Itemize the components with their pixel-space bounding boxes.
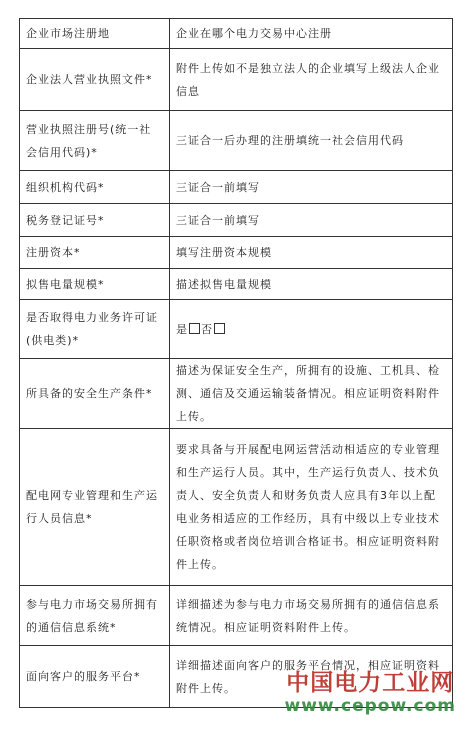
- table-row: [20, 359, 453, 429]
- field-description: 企业在哪个电力交易中心注册: [170, 19, 453, 49]
- field-label: 拟售电量规模*: [20, 269, 170, 300]
- table-row: [20, 49, 453, 111]
- option-yes-label: 是: [176, 322, 188, 336]
- table-row: [20, 111, 453, 171]
- watermark-url: www.cepow.com: [284, 696, 456, 716]
- table-row: [20, 300, 453, 359]
- field-description: 描述拟售电量规模: [170, 269, 453, 300]
- field-description: 要求具备与开展配电网运营活动相适应的专业管理和生产运行人员。其中，生产运行负责人、技术负责人、安全负责人和财务负责人应具有3年以上配电业务相适应的工作经历，具有中级以上专业技术任职资格或者岗位培训合格证书。相应证明资料附件上传。: [170, 429, 453, 586]
- field-description: 填写注册资本规模: [170, 237, 453, 269]
- field-description: 描述为保证安全生产，所拥有的设施、工机具、检测、通信及交通运输装备情况。相应证明资料附件上传。: [170, 359, 453, 429]
- field-description: 详细描述为参与电力市场交易所拥有的通信信息系统情况。相应证明资料附件上传。: [170, 586, 453, 646]
- site-watermark: [285, 670, 457, 716]
- option-no-label: 否: [201, 322, 213, 336]
- table-row: [20, 429, 453, 586]
- table-row: [20, 237, 453, 269]
- field-label: 企业市场注册地: [20, 19, 170, 49]
- field-description: 附件上传如不是独立法人的企业填写上级法人企业信息: [170, 49, 453, 111]
- field-label: 注册资本*: [20, 237, 170, 269]
- field-label: 配电网专业管理和生产运行人员信息*: [20, 429, 170, 586]
- field-label: 税务登记证号*: [20, 204, 170, 237]
- table-row: [20, 204, 453, 237]
- field-description: 三证合一前填写: [170, 204, 453, 237]
- table-row: [20, 171, 453, 204]
- field-label: 组织机构代码*: [20, 171, 170, 204]
- registration-info-table: [19, 18, 453, 708]
- field-label: 面向客户的服务平台*: [20, 646, 170, 708]
- field-label: 营业执照注册号(统一社会信用代码)*: [20, 111, 170, 171]
- watermark-site-name: 中国电力工业网: [286, 670, 455, 696]
- no-checkbox[interactable]: [214, 323, 225, 334]
- table-row: [20, 269, 453, 300]
- license-choice: [170, 300, 453, 359]
- field-label: 所具备的安全生产条件*: [20, 359, 170, 429]
- field-description: 详细描述面向客户的服务平台情况，相应证明资料附件上传。: [170, 646, 453, 708]
- field-label: 企业法人营业执照文件*: [20, 49, 170, 111]
- table-row: [20, 586, 453, 646]
- field-label: 参与电力市场交易所拥有的通信信息系统*: [20, 586, 170, 646]
- table-row: [20, 19, 453, 49]
- yes-checkbox[interactable]: [189, 323, 200, 334]
- field-description: 三证合一前填写: [170, 171, 453, 204]
- field-description: 三证合一后办理的注册填统一社会信用代码: [170, 111, 453, 171]
- field-label: 是否取得电力业务许可证(供电类)*: [20, 300, 170, 359]
